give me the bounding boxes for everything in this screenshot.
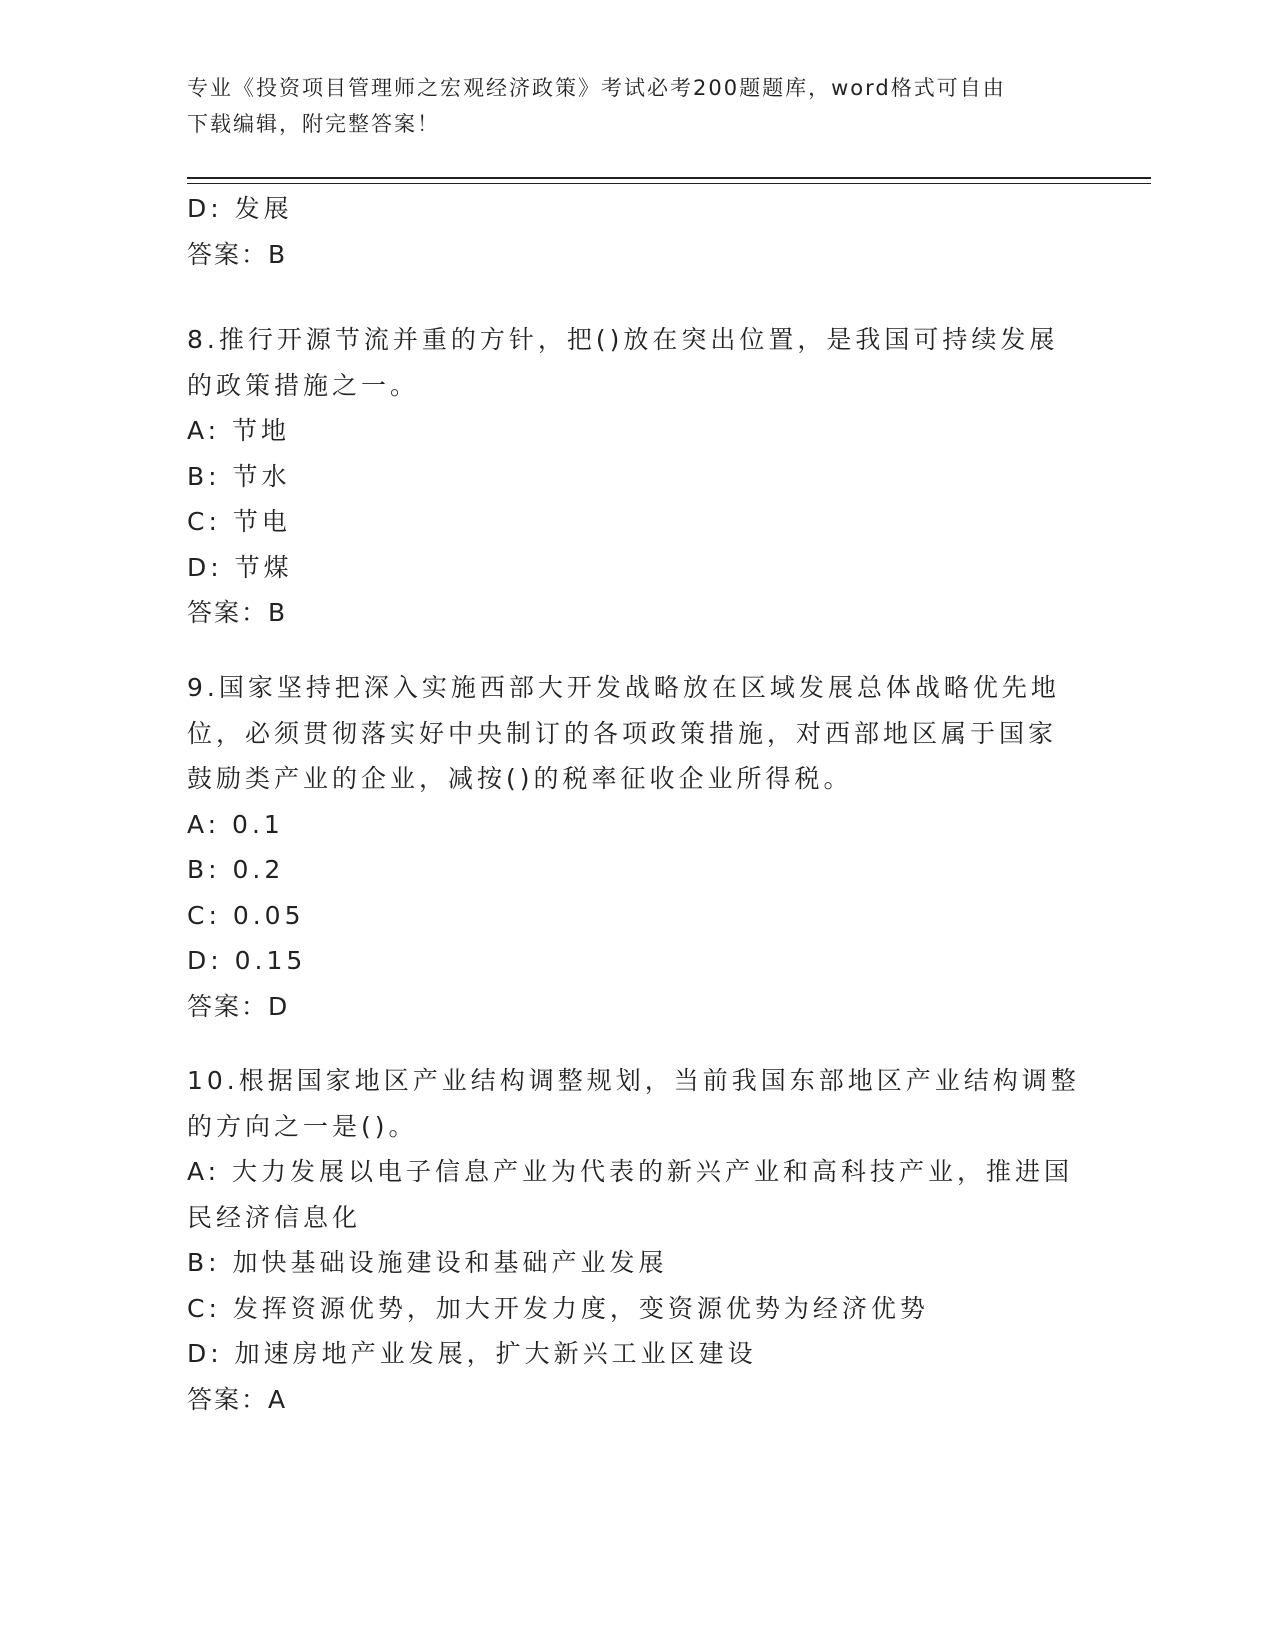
header-line-1: 专业《投资项目管理师之宏观经济政策》考试必考200题题库，word格式可自由 <box>187 76 1006 100</box>
answer: 答案：B <box>187 239 288 269</box>
page-header <box>187 70 1067 142</box>
question-9 <box>187 665 1087 1029</box>
option-a: A: 节地 <box>187 416 291 445</box>
question-8 <box>187 317 1087 636</box>
option-a-continued: 民经济信息化 <box>187 1202 362 1232</box>
option-d: D: 发展 <box>187 194 293 223</box>
option-c: C: 发挥资源优势，加大开发力度，变资源优势为经济优势 <box>187 1293 929 1323</box>
question-text-line: 的政策措施之一。 <box>187 370 420 400</box>
prev-question-tail <box>187 186 1087 277</box>
option-b: B: 节水 <box>187 461 291 491</box>
header-rule-thin <box>187 183 1151 184</box>
question-text-line: 9.国家坚持把深入实施西部大开发战略放在区域发展总体战略优先地 <box>187 673 1060 702</box>
option-c: C: 0.05 <box>187 900 305 930</box>
option-a: A: 0.1 <box>187 809 284 839</box>
option-a: A: 大力发展以电子信息产业为代表的新兴产业和高科技产业，推进国 <box>187 1157 1074 1186</box>
header-rule-thick <box>187 177 1151 179</box>
option-c: C: 节电 <box>187 507 291 536</box>
answer: 答案：D <box>187 991 290 1021</box>
header-line-2: 下载编辑，附完整答案！ <box>187 112 440 136</box>
option-b: B: 0.2 <box>187 855 285 884</box>
question-text-line: 的方向之一是()。 <box>187 1111 418 1141</box>
option-b: B: 加快基础设施建设和基础产业发展 <box>187 1248 668 1277</box>
option-d: D: 0.15 <box>187 946 307 975</box>
answer: 答案：B <box>187 598 288 627</box>
option-d: D: 加速房地产业发展，扩大新兴工业区建设 <box>187 1339 757 1368</box>
answer: 答案：A <box>187 1384 288 1414</box>
question-text-line: 8.推行开源节流并重的方针，把()放在突出位置，是我国可持续发展 <box>187 325 1059 354</box>
question-text-line: 鼓励类产业的企业，减按()的税率征收企业所得税。 <box>187 764 853 793</box>
question-10 <box>187 1058 1087 1422</box>
question-text-line: 位，必须贯彻落实好中央制订的各项政策措施，对西部地区属于国家 <box>187 718 1058 748</box>
question-text-line: 10.根据国家地区产业结构调整规划，当前我国东部地区产业结构调整 <box>187 1066 1080 1095</box>
option-d: D: 节煤 <box>187 552 293 582</box>
